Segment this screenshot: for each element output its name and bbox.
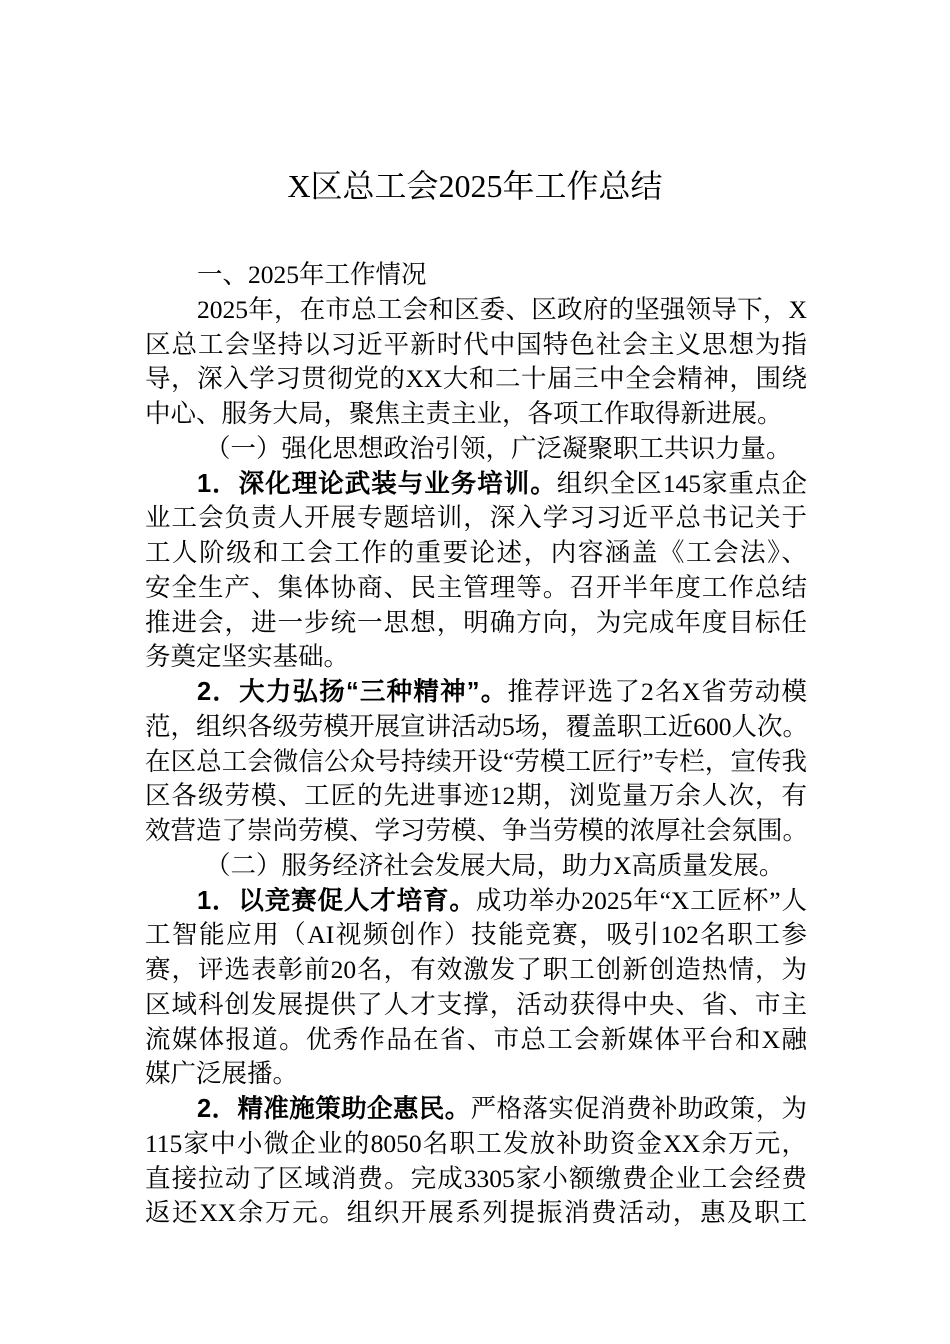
line-text: 中心、服务大局，聚焦主责主业，各项工作取得新进展。 bbox=[145, 399, 783, 428]
line-text: （二）服务经济社会发展大局，助力X高质量发展。 bbox=[205, 850, 785, 880]
item-heading: 1．深化理论武装与业务培训。 bbox=[197, 469, 557, 498]
text-line bbox=[145, 328, 807, 363]
text-line bbox=[145, 640, 807, 675]
text-line bbox=[145, 710, 807, 745]
item-heading: 1．以竞赛促人才培育。 bbox=[197, 886, 476, 915]
line-text: 务奠定坚实基础。 bbox=[145, 642, 350, 672]
line-text: 返还XX余万元。组织开展系列提振消费活动，惠及职工 bbox=[145, 1198, 807, 1228]
line-text: 效营造了崇尚劳模、学习劳模、争当劳模的浓厚社会氛围。 bbox=[145, 816, 809, 845]
line-text: 2025年，在市总工会和区委、区政府的坚强领导下，X bbox=[197, 294, 807, 324]
text-line bbox=[145, 1127, 807, 1162]
line-text: 工人阶级和工会工作的重要论述，内容涵盖《工会法》、 bbox=[145, 538, 807, 567]
line-text: 流媒体报道。优秀作品在省、市总工会新媒体平台和X融 bbox=[145, 1024, 807, 1054]
line-text: 成功举办2025年“X工匠杯”人 bbox=[475, 885, 807, 915]
text-line bbox=[145, 432, 807, 467]
document-body bbox=[145, 258, 807, 1231]
text-line bbox=[145, 745, 807, 780]
line-text: 直接拉动了区域消费。完成3305家小额缴费企业工会经费 bbox=[145, 1163, 807, 1193]
text-line bbox=[145, 849, 807, 884]
text-line bbox=[145, 1196, 807, 1231]
text-line bbox=[145, 779, 807, 814]
line-text: 在区总工会微信公众号持续开设“劳模工匠行”专栏，宣传我 bbox=[145, 746, 807, 776]
text-line bbox=[145, 953, 807, 988]
text-line bbox=[145, 884, 807, 919]
text-line bbox=[145, 606, 807, 641]
line-text: 推进会，进一步统一思想，明确方向，为完成年度目标任 bbox=[145, 607, 807, 637]
line-text: 区各级劳模、工匠的先进事迹12期，浏览量万余人次，有 bbox=[145, 781, 807, 811]
line-text: 一、2025年工作情况 bbox=[197, 260, 427, 289]
text-line bbox=[145, 467, 807, 502]
line-text: 推荐评选了2名X省劳动模 bbox=[507, 677, 807, 706]
line-text: 区总工会坚持以习近平新时代中国特色社会主义思想为指 bbox=[145, 329, 807, 359]
line-text: 业工会负责人开展专题培训，深入学习习近平总书记关于 bbox=[145, 503, 807, 533]
text-line bbox=[145, 536, 807, 571]
text-line bbox=[145, 397, 807, 432]
text-line bbox=[145, 258, 807, 293]
text-line bbox=[145, 988, 807, 1023]
line-text: 组织全区145家重点企 bbox=[556, 468, 807, 498]
text-line bbox=[145, 571, 807, 606]
line-text: 115家中小微企业的8050名职工发放补助资金XX余万元， bbox=[145, 1128, 807, 1158]
text-line bbox=[145, 501, 807, 536]
text-line bbox=[145, 675, 807, 710]
text-line bbox=[145, 814, 807, 849]
text-line bbox=[145, 918, 807, 953]
line-text: 范，组织各级劳模开展宣讲活动5场，覆盖职工近600人次。 bbox=[145, 711, 809, 741]
line-text: 安全生产、集体协商、民主管理等。召开半年度工作总结 bbox=[145, 572, 807, 602]
text-line bbox=[145, 1023, 807, 1058]
line-text: 媒广泛展播。 bbox=[145, 1059, 299, 1089]
text-line bbox=[145, 362, 807, 397]
line-text: 区域科创发展提供了人才支撑，活动获得中央、省、市主 bbox=[145, 989, 807, 1019]
text-line bbox=[145, 1057, 807, 1092]
text-line bbox=[145, 1162, 807, 1197]
item-heading: 2．精准施策助企惠民。 bbox=[197, 1095, 471, 1123]
document-title: X区总工会2025年工作总结 bbox=[287, 168, 663, 204]
line-text: （一）强化思想政治引领，广泛凝聚职工共识力量。 bbox=[205, 433, 792, 463]
line-text: 赛，评选表彰前20名，有效激发了职工创新创造热情，为 bbox=[145, 955, 807, 984]
line-text: 工智能应用（AI视频创作）技能竞赛，吸引102名职工参 bbox=[145, 920, 807, 950]
line-text: 导，深入学习贯彻党的XX大和二十届三中全会精神，围绕 bbox=[145, 364, 807, 394]
item-heading: 2．大力弘扬“三种精神”。 bbox=[197, 678, 508, 706]
text-line bbox=[145, 293, 807, 328]
text-line bbox=[145, 1092, 807, 1127]
line-text: 严格落实促消费补助政策，为 bbox=[470, 1094, 807, 1123]
